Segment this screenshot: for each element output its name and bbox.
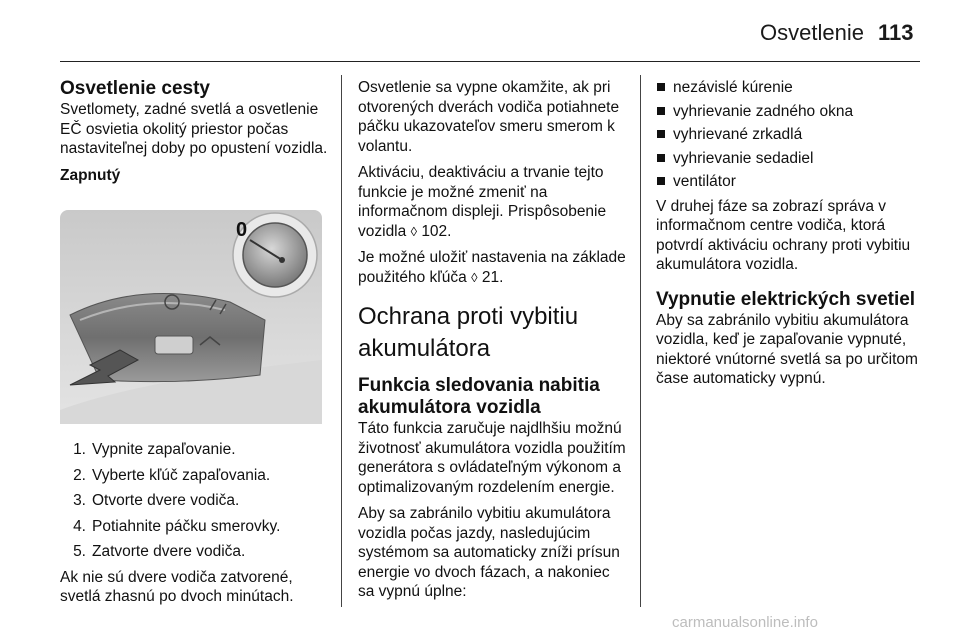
list-item: vyhrievanie sedadiel bbox=[656, 149, 926, 169]
intro-paragraph: Svetlomety, zadné svetlá a osvetlenie EČ osvietia okolitý priestor počas nastaviteľnej doby po opustení vozidla. bbox=[60, 101, 328, 157]
systems-bullet-list bbox=[656, 78, 926, 192]
bullet-square-icon bbox=[657, 130, 665, 138]
bullet-square-icon bbox=[657, 154, 665, 162]
steps-list bbox=[60, 440, 330, 562]
paragraph-function-description: Táto funkcia zaručuje najdlhšiu možnú životnosť akumulátora vozidla použitím generátora s ovládateľným výkonom a optimalizovaným rozdelením energie. bbox=[358, 420, 626, 496]
column-divider-2 bbox=[640, 75, 641, 607]
paragraph-key-settings: Je možné uložiť nastavenia na základe použitého kľúča ◊ 21. bbox=[358, 249, 626, 286]
after-steps-paragraph: Ak nie sú dvere vodiča zatvorené, svetlá zhasnú po dvoch minútach. bbox=[60, 568, 294, 605]
paragraph-second-phase: V druhej fáze sa zobrazí správa v informačnom centre vodiča, ktorá potvrdí aktiváciu ochrany proti vybitiu akumulátora vozidla. bbox=[656, 197, 911, 273]
cross-ref-link[interactable]: 102. bbox=[421, 222, 452, 240]
cross-ref-icon: ◊ bbox=[410, 223, 417, 239]
heading-light-shutoff: Vypnutie elektrických svetiel bbox=[656, 288, 916, 310]
list-item: vyhrievané zrkadlá bbox=[656, 125, 926, 145]
column-divider-1 bbox=[341, 75, 342, 607]
watermark: carmanualsonline.info bbox=[672, 614, 818, 631]
list-item: nezávislé kúrenie bbox=[656, 78, 926, 98]
list-item: ventilátor bbox=[656, 172, 926, 192]
section-heading-osvetlenie-cesty: Osvetlenie cesty bbox=[60, 78, 210, 99]
cross-ref-icon: ◊ bbox=[471, 269, 478, 285]
cross-ref-link[interactable]: 21. bbox=[481, 268, 504, 286]
step-item: 5. Zatvorte dvere vodiča. bbox=[73, 543, 246, 560]
column-1-lower bbox=[60, 440, 330, 614]
column-3 bbox=[656, 78, 926, 396]
page-number: 113 bbox=[878, 20, 914, 45]
step-item: 3. Otvorte dvere vodiča. bbox=[73, 492, 240, 509]
column-2 bbox=[358, 78, 628, 609]
step-item: 4. Potiahnite páčku smerovky. bbox=[73, 517, 281, 535]
label-zapnuty: Zapnutý bbox=[60, 166, 121, 184]
header-rule bbox=[60, 61, 920, 62]
column-1 bbox=[60, 78, 330, 192]
step-item: 2. Vyberte kľúč zapaľovania. bbox=[73, 466, 271, 484]
step-item: 1. Vypnite zapaľovanie. bbox=[73, 441, 236, 458]
bullet-square-icon bbox=[657, 177, 665, 185]
bullet-square-icon bbox=[657, 107, 665, 115]
paragraph-immediate-off: Osvetlenie sa vypne okamžite, ak pri otvorených dverách vodiča potiahnete páčku ukazovateľov smeru smerom k volantu. bbox=[358, 79, 620, 155]
illustration-label-0: 0 bbox=[236, 219, 248, 241]
bullet-square-icon bbox=[657, 83, 665, 91]
heading-battery-protection: Ochrana proti vybitiu akumulátora bbox=[358, 303, 579, 362]
paragraph-settings: Aktiváciu, deaktiváciu a trvanie tejto funkcie je možné zmeniť na informačnom displeji. Prispôsobenie vozidla ◊ 102. bbox=[358, 164, 607, 240]
list-item: vyhrievanie zadného okna bbox=[656, 102, 926, 122]
paragraph-systems-reduced: Aby sa zabránilo vybitiu akumulátora vozidla počas jazdy, nasledujúcim systémom sa automaticky zníži prísun energie vo dvoch fázach, a nakoniec sa vypnú úplne: bbox=[358, 505, 620, 600]
turn-signal-lever-illustration bbox=[60, 210, 322, 424]
paragraph-interior-lights: Aby sa zabránilo vybitiu akumulátora vozidla, keď je zapaľovanie vypnuté, niektoré vnútorné svetlá sa po určitom čase automaticky vypnú. bbox=[656, 311, 918, 387]
page-header-title: Osvetlenie bbox=[760, 20, 864, 45]
subheading-battery-monitoring: Funkcia sledovania nabitia akumulátora vozidla bbox=[358, 375, 600, 418]
